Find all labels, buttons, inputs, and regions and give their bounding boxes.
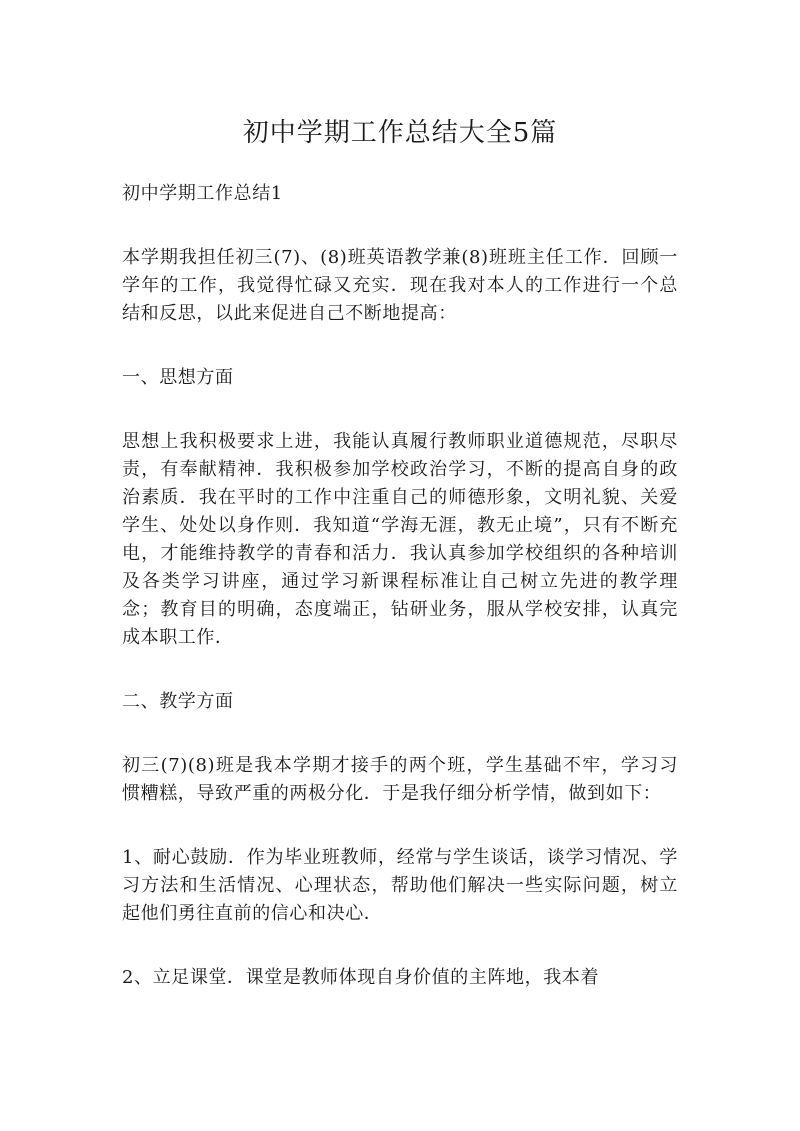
section-heading: 一、思想方面 xyxy=(122,367,234,388)
body-paragraph: 初三(7)(8)班是我本学期才接手的两个班，学生基础不牢，学习习惯糟糕，导致严重的两极分化．于是我仔细分析学情，做到如下： xyxy=(122,755,678,804)
body-paragraph: 2、立足课堂．课堂是教师体现自身价值的主阵地，我本着 xyxy=(122,967,600,988)
body-paragraph: 1、耐心鼓励．作为毕业班教师，经常与学生谈话，谈学习情况、学习方法和生活情况、心理状态，帮助他们解决一些实际问题，树立起他们勇往直前的信心和决心． xyxy=(122,847,678,924)
section-heading: 初中学期工作总结1 xyxy=(122,183,283,204)
body-paragraph: 思想上我积极要求上进，我能认真履行教师职业道德规范，尽职尽责，有奉献精神．我积极参加学校政治学习，不断的提高自身的政治素质．我在平时的工作中注重自己的师德形象，文明礼貌、关爱学生、处处以身作则．我知道“学海无涯，教无止境”，只有不断充电，才能维持教学的青春和活力．我认真参加学校组织的各种培训及各类学习讲座，通过学习新课程标准让自己树立先进的教学理念；教育目的明确，态度端正，钻研业务，服从学校安排，认真完成本职工作． xyxy=(122,431,678,648)
document-body xyxy=(122,180,678,1028)
section-heading: 二、教学方面 xyxy=(122,691,234,712)
body-paragraph: 本学期我担任初三(7)、(8)班英语教学兼(8)班班主任工作．回顾一学年的工作，我觉得忙碌又充实．现在我对本人的工作进行一个总结和反思，以此来促进自己不断地提高： xyxy=(122,247,678,324)
document-title: 初中学期工作总结大全5篇 xyxy=(242,118,558,148)
